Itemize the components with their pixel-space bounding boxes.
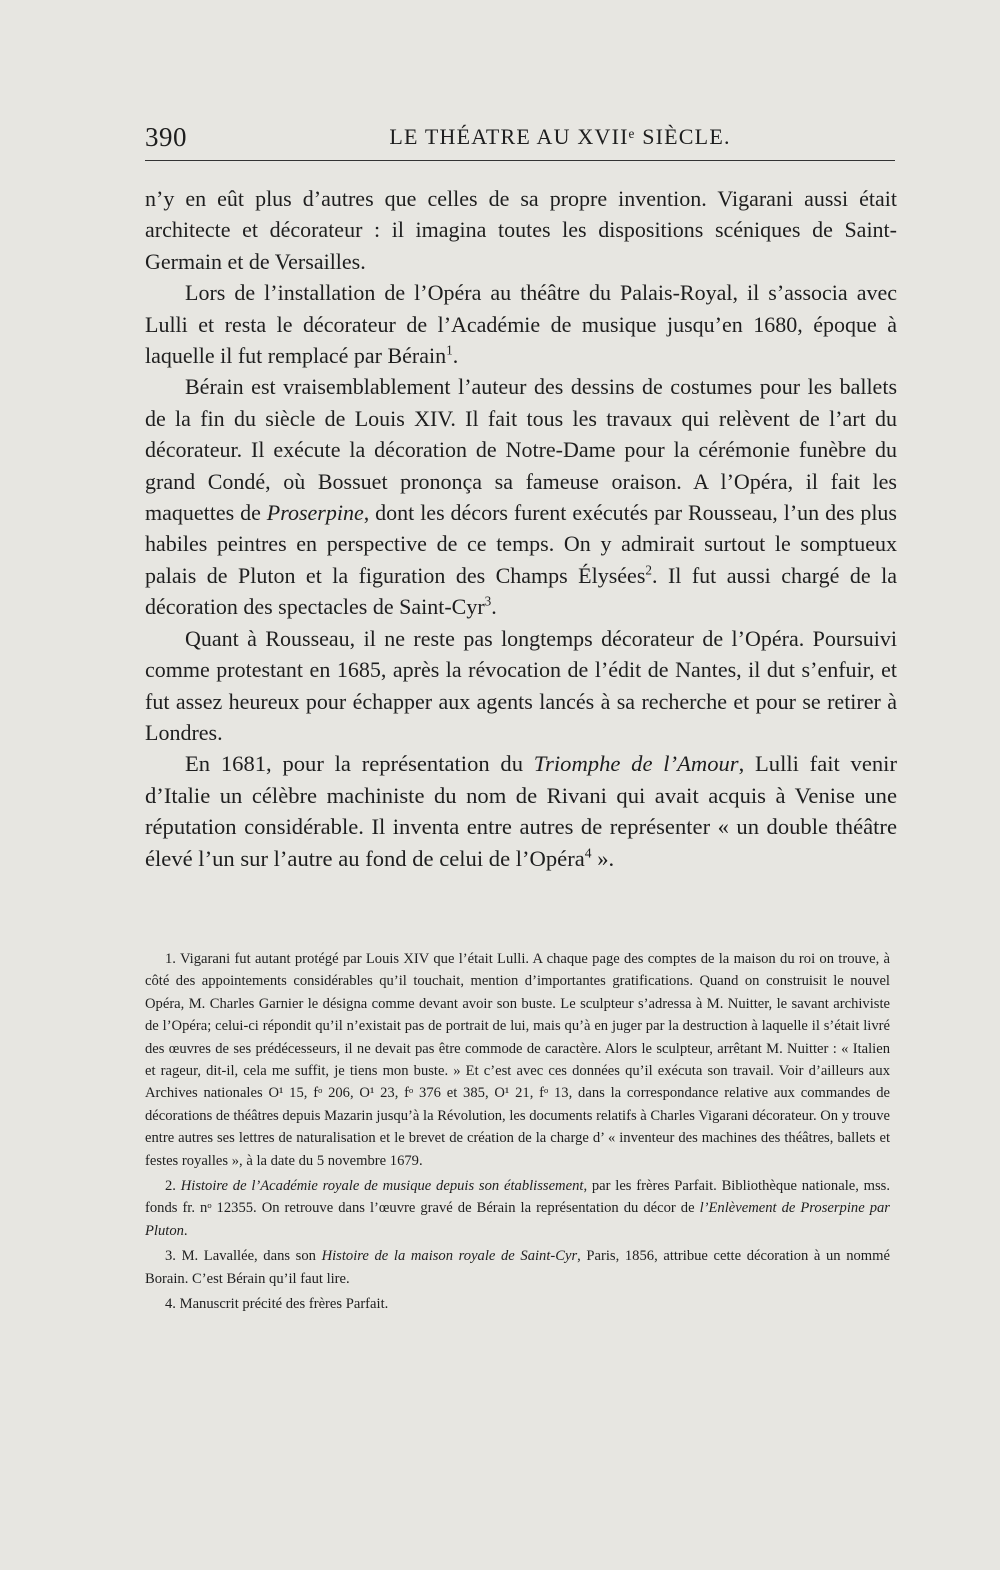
- paragraph-2-end: .: [452, 343, 459, 369]
- paragraph-4-text: Quant à Rousseau, il ne reste pas longtemps décorateur de l’Opéra. Poursuivi comme protestant en 1685, après la révocation de l’édit de Nantes, il dut s’enfuir, et fut assez heureux pour échapper aux agents lancés à sa recherche et pour se retirer à Londres.: [145, 625, 897, 745]
- paragraph-3-text-c: . Il fut aussi chargé de la décoration des spectacles de Saint-Cyr: [145, 562, 897, 620]
- paragraph-3: [145, 371, 897, 622]
- footnote-3-number: 3. M. Lavallée, dans son: [165, 1248, 322, 1265]
- footnote-3-text: , Paris, 1856, attribue cette décoration à un nommé Borain. C’est Bérain qu’il faut lire.: [145, 1248, 890, 1287]
- footnote-2-text: , par les frères Parfait. Bibliothèque nationale, mss. fonds fr. nᵒ 12355. On retrouve dans l’œuvre gravé de Bérain la représentation du décor de: [145, 1178, 891, 1217]
- title-triomphe: Triomphe de l’Amour: [533, 751, 739, 777]
- note-ref-1: 1: [446, 342, 453, 358]
- footnotes: [145, 948, 890, 1316]
- paragraph-4: [145, 623, 897, 749]
- paragraph-3-end: .: [491, 594, 497, 620]
- body-text: [145, 183, 897, 874]
- paragraph-5-end: ».: [591, 845, 615, 871]
- footnote-4: 4. Manuscrit précité des frères Parfait.: [165, 1296, 389, 1313]
- paragraph-5: [145, 748, 897, 874]
- note-ref-4: 4: [584, 845, 592, 860]
- running-head: [145, 118, 895, 158]
- running-title: LE THÉATRE AU XVIIᵉ SIÈCLE.: [389, 124, 731, 149]
- paragraph-3-text-b: , dont les décors furent exécutés par Rousseau, l’un des plus habiles peintres en perspective de ce temps. On y admirait surtout le somptueux palais de Pluton et la figuration des Champs Élysées: [145, 500, 897, 588]
- footnote-2-number: 2.: [165, 1178, 181, 1195]
- footnote-2-end: .: [183, 1222, 188, 1239]
- footnote-2-title: Histoire de l’Académie royale de musique depuis son établissement: [180, 1178, 584, 1195]
- footnote-2-title-2: l’Enlèvement de Proserpine par Pluton: [145, 1200, 890, 1239]
- header-rule: [145, 160, 895, 161]
- paragraph-3-text-a: Bérain est vraisemblablement l’auteur des dessins de costumes pour les ballets de la fin du siècle de Louis XIV. Il fait tous les travaux qui relèvent de l’art du décorateur. Il exécute la décoration de Notre-Dame pour la cérémonie funèbre du grand Condé, où Bossuet prononça sa fameuse oraison. A l’Opéra, il fait les maquettes de: [145, 374, 897, 526]
- footnote-2: [145, 1175, 890, 1242]
- page-number: 390: [145, 122, 187, 152]
- note-ref-2: 2: [645, 562, 652, 578]
- note-ref-3: 3: [484, 593, 492, 609]
- footnote-1: 1. Vigarani fut autant protégé par Louis XIV que l’était Lulli. A chaque page des comptes de la maison du roi on trouve, à côté des appointements considérables qu’il touchait, mention d’importantes gratifications. Quand on construisit le nouvel Opéra, M. Charles Garnier le désigna comme devant avoir son buste. Le sculpteur s’adressa à M. Nuitter, le savant archiviste de l’Opéra; celui-ci répondit qu’il n’existait pas de portrait de lui, mais qu’à en juger par la destruction à laquelle il s’était livré des œuvres de ses prédécesseurs, il ne devait pas être commode de caractère. Alors le sculpteur, arrêtant M. Nuitter : « Italien et rageur, dit-il, cela me suffit, je tiens mon buste. » Et c’est avec ces données qu’il exécuta son travail. Voir d’ailleurs aux Archives nationales O¹ 15, fᵒ 206, O¹ 23, fᵒ 376 et 385, O¹ 21, fᵒ 13, dans la correspondance relative aux commandes de décorations de théâtres depuis Mazarin jusqu’à la Révolution, les documents relatifs à Charles Vigarani décorateur. On y trouve entre autres ses lettres de naturalisation et le brevet de création de la charge d’ « inventeur des machines des théâtres, ballets et festes royalles », à la date du 5 novembre 1679.: [145, 951, 890, 1169]
- paragraph-5-text-a: En 1681, pour la représentation du: [185, 751, 534, 777]
- paragraph-5-text-b: , Lulli fait venir d’Italie un célèbre machiniste du nom de Rivani qui avait acquis à Venise une réputation considérable. Il inventa entre autres de représenter « un double théâtre élevé l’un sur l’autre au fond de celui de l’Opéra: [145, 751, 897, 871]
- paragraph-1: [145, 183, 897, 277]
- footnote-3: [145, 1245, 890, 1290]
- footnote-3-title: Histoire de la maison royale de Saint-Cyr: [321, 1248, 578, 1265]
- paragraph-2: [145, 277, 897, 371]
- title-proserpine: Proserpine: [266, 500, 364, 526]
- paragraph-2-text: Lors de l’installation de l’Opéra au théâtre du Palais-Royal, il s’associa avec Lulli et resta le décorateur de l’Académie de musique jusqu’en 1680, époque à laquelle il fut remplacé par Bérain: [145, 280, 897, 369]
- paragraph-1-text: n’y en eût plus d’autres que celles de sa propre invention. Vigarani aussi était architecte et décorateur : il imagina toutes les dispositions scéniques de Saint-Germain et de Versailles.: [145, 186, 897, 274]
